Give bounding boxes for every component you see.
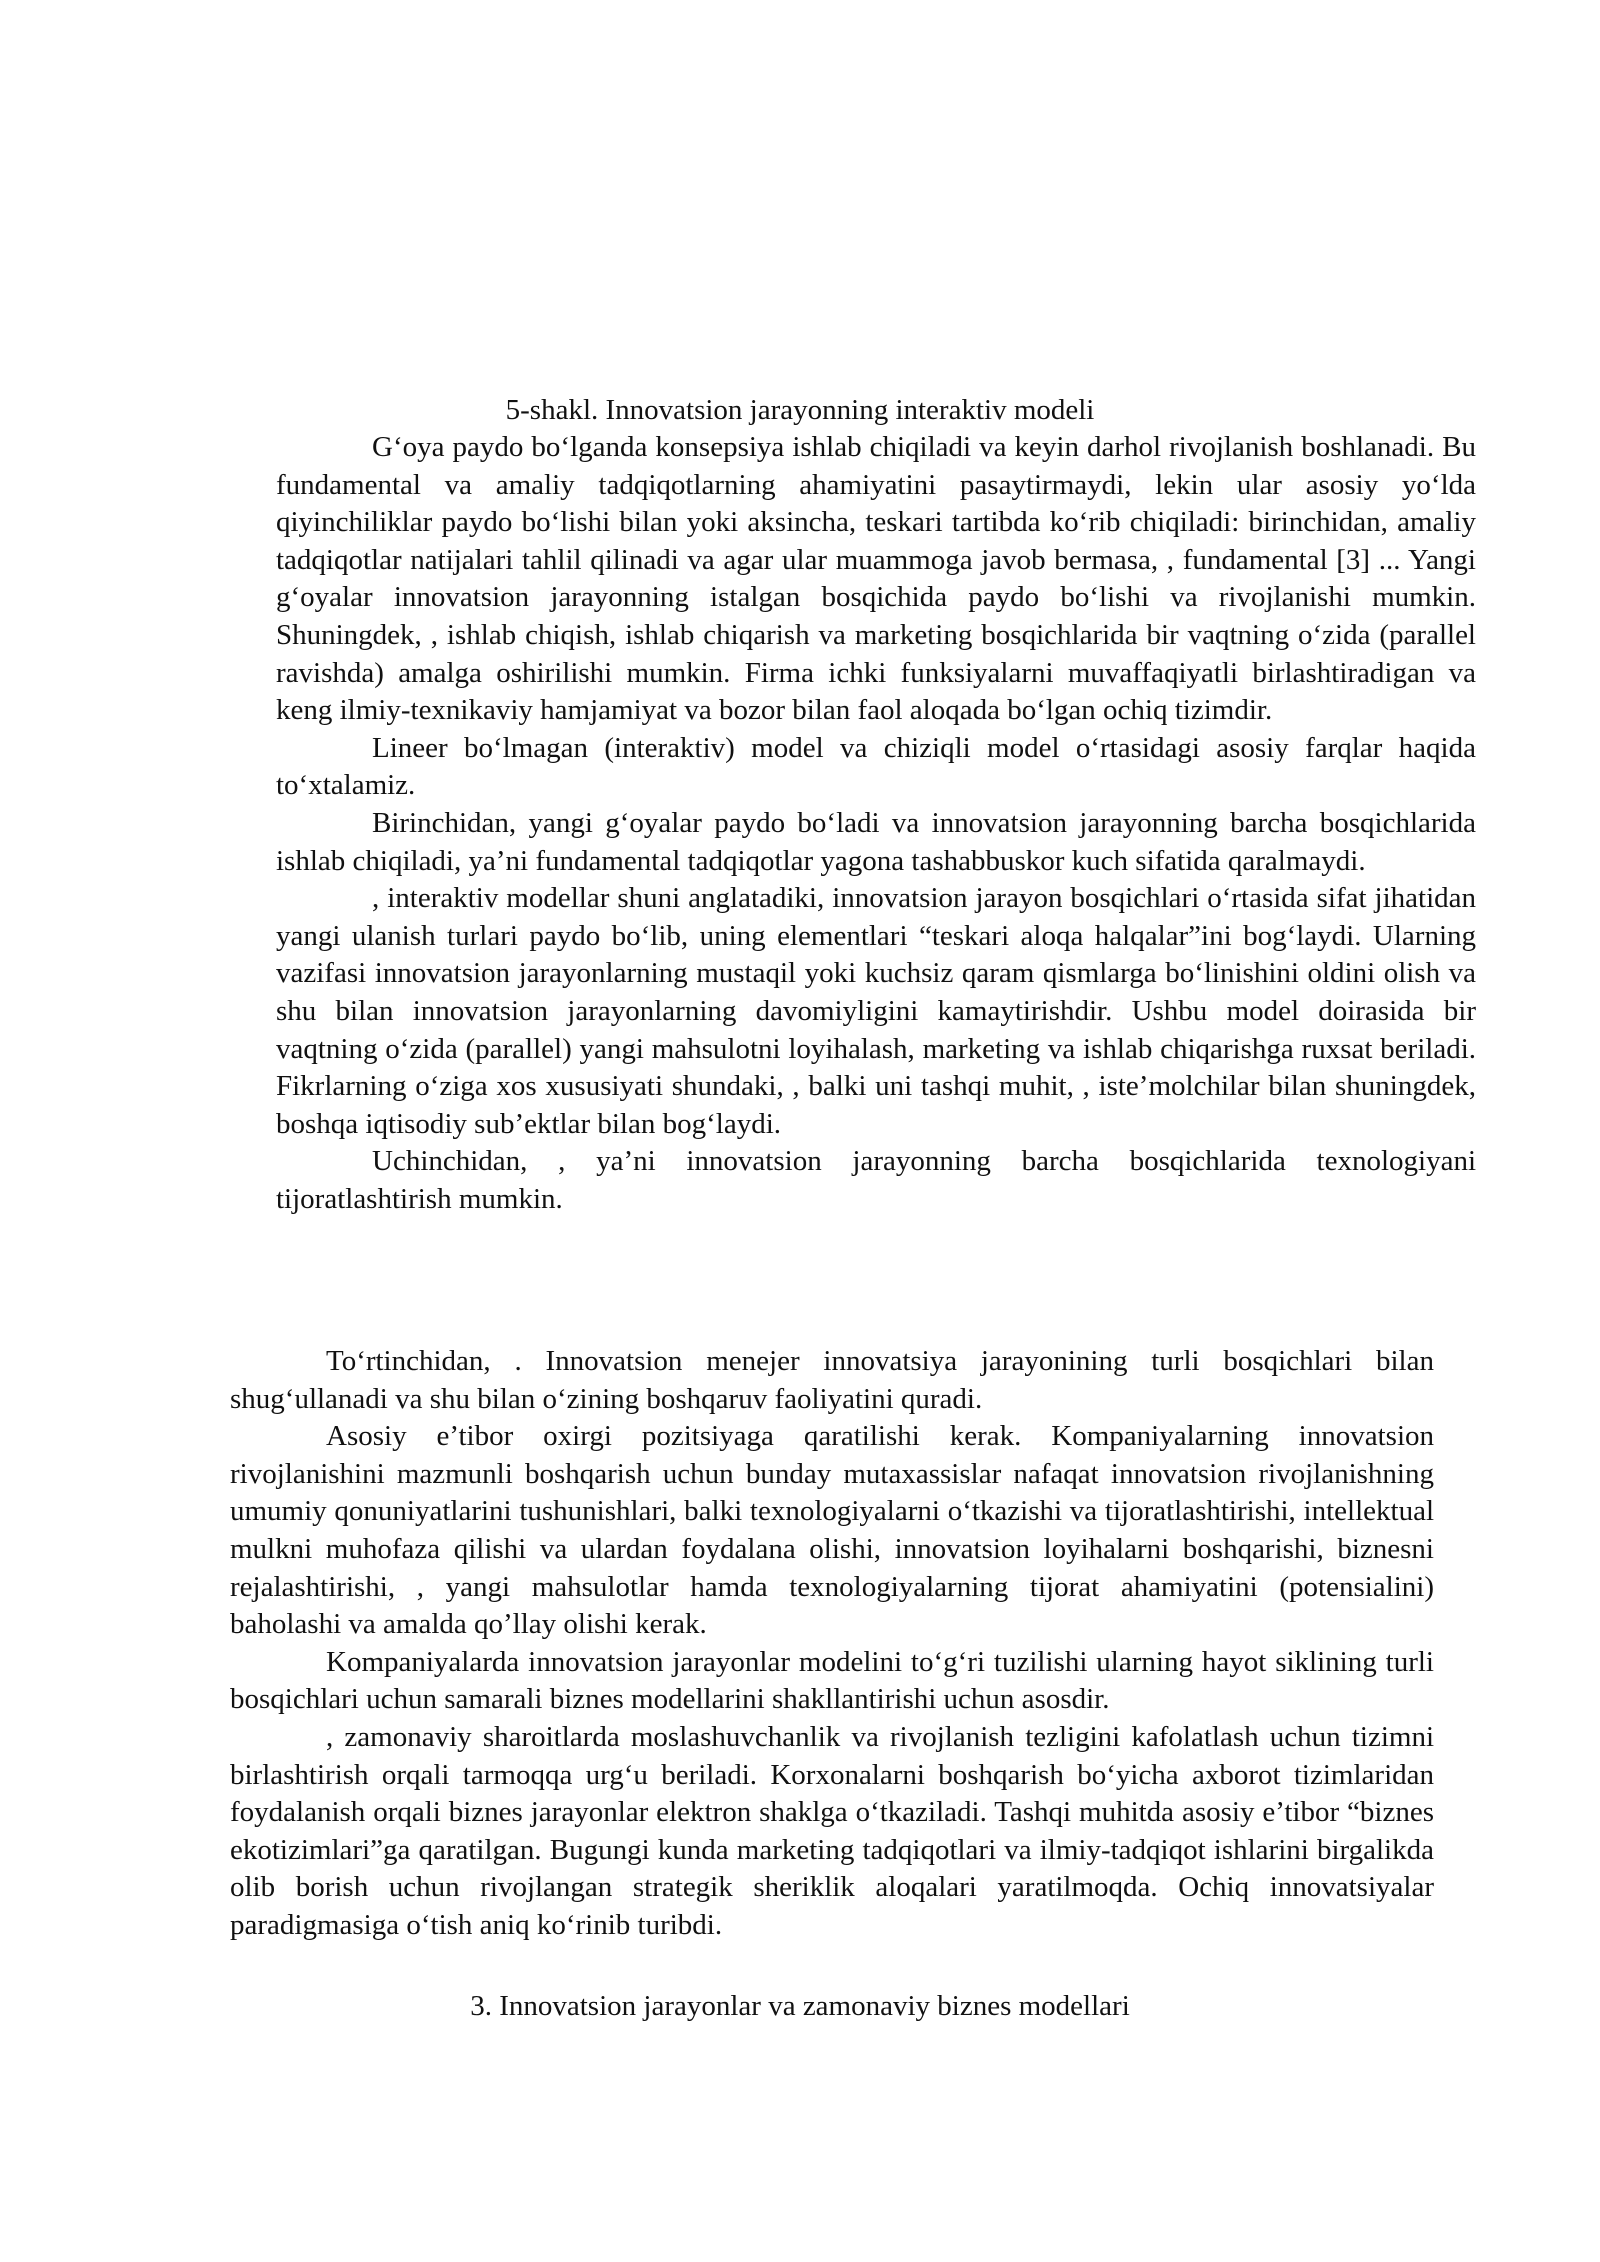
paragraph: , interaktiv modellar shuni anglatadiki, innovatsion jarayon bosqichlari o‘rtasida sifat jihatidan yangi ulanish turlari paydo bo‘lib, uning elementlari “teskari aloqa halqalar”ini bog‘laydi. Ularning vazifasi innovatsion jarayonlarning mustaqil yoki kuchsiz qaram qismlarga bo‘linishini oldini olish va shu bilan innovatsion jarayonlarning davomiyligini kamaytirishdir. Ushbu model doirasida bir vaqtning o‘zida (parallel) yangi mahsulotni loyihalash, marketing va ishlab chiqarishga ruxsat beriladi. Fikrlarning o‘ziga xos xususiyati shundaki, , balki uni tashqi muhit, , iste’molchilar bilan shuningdek, boshqa iqtisodiy sub’ektlar bilan bog‘laydi. — [276, 882, 1476, 1140]
indented-text-block — [276, 429, 1476, 1218]
paragraph: Kompaniyalarda innovatsion jarayonlar modelini to‘g‘ri tuzilishi ularning hayot siklining turli bosqichlari uchun samarali biznes modellarini shakllantirishi uchun asosdir. — [230, 1645, 1434, 1716]
paragraph: To‘rtinchidan, . Innovatsion menejer innovatsiya jarayonining turli bosqichlari bilan shug‘ullanadi va shu bilan o‘zining boshqaruv faoliyatini quradi. — [230, 1345, 1434, 1415]
paragraph: G‘oya paydo bo‘lganda konsepsiya ishlab chiqiladi va keyin darhol rivojlanish boshlanadi. Bu fundamental va amaliy tadqiqotlarning ahamiyatini pasaytirmaydi, lekin ular asosiy yo‘lda qiyinchiliklar paydo bo‘lishi bilan yoki aksincha, teskari tartibda ko‘rib chiqiladi: birinchidan, amaliy tadqiqotlar natijalari tahlil qilinadi va agar ular muammoga javob bermasa, , fundamental [3] ... Yangi g‘oyalar innovatsion jarayonning istalgan bosqichida paydo bo‘lishi va rivojlanishi mumkin. Shuningdek, , ishlab chiqish, ishlab chiqarish va marketing bosqichlarida bir vaqtning o‘zida (parallel ravishda) amalga oshirilishi mumkin. Firma ichki funksiyalarni muvaffaqiyatli birlashtiradigan va keng ilmiy-texnikaviy hamjamiyat va bozor bilan faol aloqada bo‘lgan ochiq tizimdir. — [276, 431, 1476, 727]
paragraph: Lineer bo‘lmagan (interaktiv) model va chiziqli model o‘rtasidagi asosiy farqlar haqida to‘xtalamiz. — [276, 731, 1476, 802]
section-heading: 3. Innovatsion jarayonlar va zamonaviy biznes modellari — [470, 1990, 1130, 2022]
paragraph: Asosiy e’tibor oxirgi pozitsiyaga qaratilishi kerak. Kompaniyalarning innovatsion rivojlanishini mazmunli boshqarish uchun bunday mutaxassislar nafaqat innovatsion rivojlanishning umumiy qonuniyatlarini tushunishlari, balki texnologiyalarni o‘tkazishi va tijoratlashtirishi, intellektual mulkni muhofaza qilishi va ulardan foydalana olishi, innovatsion loyihalarni boshqarishi, biznesni rejalashtirishi, , yangi mahsulotlar hamda texnologiyalarning tijorat ahamiyatini (potensialini) baholashi va amalda qo’llay olishi kerak. — [230, 1420, 1434, 1641]
figure-caption: 5-shakl. Innovatsion jarayonning interaktiv modeli — [505, 394, 1095, 426]
paragraph: Birinchidan, yangi g‘oyalar paydo bo‘ladi va innovatsion jarayonning barcha bosqichlarida ishlab chiqiladi, ya’ni fundamental tadqiqotlar yagona tashabbuskor kuch sifatida qaralmaydi. — [276, 806, 1476, 877]
paragraph: Uchinchidan, , ya’ni innovatsion jarayonning barcha bosqichlarida texnologiyani tijoratlashtirish mumkin. — [276, 1145, 1476, 1215]
paragraph: , zamonaviy sharoitlarda moslashuvchanlik va rivojlanish tezligini kafolatlash uchun tizimni birlashtirish orqali tarmoqqa urg‘u beriladi. Korxonalarni boshqarish bo‘yicha axborot tizimlaridan foydalanish orqali biznes jarayonlar elektron shaklga o‘tkaziladi. Tashqi muhitda asosiy e’tibor “biznes ekotizimlari”ga qaratilgan. Bugungi kunda marketing tadqiqotlari va ilmiy-tadqiqot ishlarini birgalikda olib borish uchun rivojlangan strategik sheriklik aloqalari yaratilmoqda. Ochiq innovatsiyalar paradigmasiga o‘tish aniq ko‘rinib turibdi. — [230, 1720, 1434, 1941]
full-width-text-block — [230, 1343, 1434, 1945]
